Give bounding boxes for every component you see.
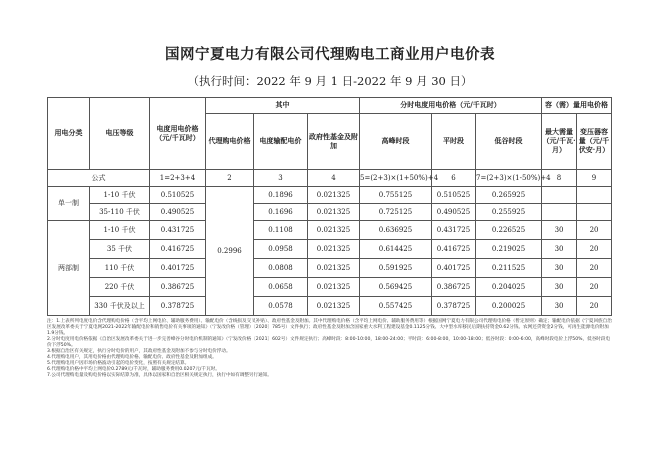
fund-cell: 0.021325: [308, 278, 360, 297]
capacity-cell: 20: [577, 278, 612, 297]
capacity-cell: 20: [577, 259, 612, 278]
peak-cell: 0.755125: [360, 187, 432, 204]
voltage-cell: 330 千伏及以上: [90, 297, 150, 316]
formula-cell: 2: [206, 170, 254, 187]
formula-label: 公式: [48, 170, 150, 187]
valley-cell: 0.211525: [476, 259, 542, 278]
capacity-cell: 20: [577, 240, 612, 259]
demand-cell: 30: [542, 278, 577, 297]
peak-cell: 0.725125: [360, 204, 432, 221]
demand-cell: 30: [542, 221, 577, 240]
table-row: [48, 240, 612, 259]
flat-cell: 0.386725: [432, 278, 476, 297]
group-label-two-part: 两部制: [48, 221, 90, 316]
formula-cell: 3: [254, 170, 308, 187]
formula-row: [48, 170, 612, 187]
demand-cell: 30: [542, 297, 577, 316]
transmission-cell: 0.1696: [254, 204, 308, 221]
flat-cell: 0.490525: [432, 204, 476, 221]
voltage-cell: 1-10 千伏: [90, 187, 150, 204]
voltage-cell: 1-10 千伏: [90, 221, 150, 240]
table-row: [48, 221, 612, 240]
page-title: 国网宁夏电力有限公司代理购电工商业用户电价表: [165, 46, 495, 63]
fund-cell: 0.021325: [308, 259, 360, 278]
price-cell: 0.386725: [150, 278, 206, 297]
price-cell: 0.378725: [150, 297, 206, 316]
formula-cell: 8: [542, 170, 577, 187]
voltage-cell: 35-110 千伏: [90, 204, 150, 221]
transmission-cell: 0.0808: [254, 259, 308, 278]
valley-cell: 0.204025: [476, 278, 542, 297]
formula-cell: 7=(2+3)×(1-50%)+4: [476, 170, 542, 187]
footnote: 4.代理购电用户，其用电价格由代理购电价格、输配电价、政府性基金及附加组成。: [47, 355, 217, 360]
header-voltage: 电压等级: [90, 98, 150, 170]
tariff-table: [47, 97, 612, 316]
transmission-cell: 0.0658: [254, 278, 308, 297]
transmission-cell: 0.1108: [254, 221, 308, 240]
peak-cell: 0.569425: [360, 278, 432, 297]
voltage-cell: 220 千伏: [90, 278, 150, 297]
voltage-cell: 35 千伏: [90, 240, 150, 259]
price-cell: 0.490525: [150, 204, 206, 221]
header-max-demand: 最大需量（元/千瓦·月）: [542, 114, 577, 170]
footnote: 3.根据自治区有关规定，执行分时电价的用户，其政府性基金及附加不参与分时电价浮动。: [47, 349, 231, 354]
price-cell: 0.431725: [150, 221, 206, 240]
header-tou: 分时电度用电价格（元/千瓦时）: [360, 98, 542, 114]
header-proxy: 代理购电价格: [206, 114, 254, 170]
formula-cell: 5=(2+3)×(1+50%)+4: [360, 170, 432, 187]
fund-cell: 0.021325: [308, 187, 360, 204]
transmission-cell: 0.0578: [254, 297, 308, 316]
formula-cell: 6: [432, 170, 476, 187]
peak-cell: 0.591925: [360, 259, 432, 278]
demand-cell: 30: [542, 259, 577, 278]
price-cell: 0.401725: [150, 259, 206, 278]
header-valley: 低谷时段: [476, 114, 542, 170]
transmission-cell: 0.1896: [254, 187, 308, 204]
peak-cell: 0.614425: [360, 240, 432, 259]
peak-cell: 0.557425: [360, 297, 432, 316]
demand-cell: 30: [542, 240, 577, 259]
capacity-cell: [577, 187, 612, 204]
flat-cell: 0.378725: [432, 297, 476, 316]
header-among: 其中: [206, 98, 360, 114]
group-label-single: 单一制: [48, 187, 90, 221]
proxy-price-cell: 0.2996: [206, 187, 254, 316]
valley-cell: 0.265925: [476, 187, 542, 204]
table-row: [48, 278, 612, 297]
header-flat: 平时段: [432, 114, 476, 170]
header-price: 电度用电价格（元/千瓦时）: [150, 98, 206, 170]
footnotes: [47, 319, 613, 379]
price-cell: 0.510525: [150, 187, 206, 204]
flat-cell: 0.431725: [432, 221, 476, 240]
valley-cell: 0.226525: [476, 221, 542, 240]
peak-cell: 0.636925: [360, 221, 432, 240]
fund-cell: 0.021325: [308, 240, 360, 259]
demand-cell: [542, 187, 577, 204]
page-subtitle: （执行时间：2022 年 9 月 1 日-2022 年 9 月 30 日）: [187, 74, 473, 88]
table-row: [48, 187, 612, 204]
capacity-cell: 20: [577, 297, 612, 316]
formula-cell: 1=2+3+4: [150, 170, 206, 187]
valley-cell: 0.200025: [476, 297, 542, 316]
voltage-cell: 110 千伏: [90, 259, 150, 278]
footnote: 注：1.上表所列电度电价含代理购电价格（含平均上网电价、辅助服务费用）、输配电价（含线损及交叉补贴）、政府性基金及附加。其中代理购电价格（含平均上网电价、辅助服务费用等）根据国网宁夏电力有限公司代理购电价格（暂定原则）确定；输配电价依据《宁夏回族自治区发展改革委关于宁夏电网2021-2022年输配电价和销售电价有关事项的通知》（宁发改价格（管理）〔2020〕785号）文件执行；政府性基金及附加含国家重大水利工程建设基金0.1125分钱、大中型水库移民后期扶持资金0.62分钱、农网还贷资金2分钱，可再生能源电价附加1.9分钱。: [47, 319, 612, 336]
header-transmission: 电度输配电价: [254, 114, 308, 170]
table-row: [48, 259, 612, 278]
fund-cell: 0.021325: [308, 297, 360, 316]
transmission-cell: 0.0958: [254, 240, 308, 259]
formula-cell: 9: [577, 170, 612, 187]
fund-cell: 0.021325: [308, 204, 360, 221]
valley-cell: 0.219025: [476, 240, 542, 259]
header-capacity: 容（需）量用电价格: [542, 98, 612, 114]
fund-cell: 0.021325: [308, 221, 360, 240]
formula-cell: 4: [308, 170, 360, 187]
footnote: 2.分时电度用电价格依据《自治区发展改革委关于进一步完善峰谷分时电价机制的通知》（宁发改价格〔2021〕602号）文件规定执行；高峰时段：8:00-10:00，18:00-24:00；平时段：6:00-8:00，10:00-18:00；低谷时段：0:00-6:00，高峰时段电价上浮50%，低谷时段电价下浮50%。: [47, 337, 611, 348]
capacity-cell: 20: [577, 221, 612, 240]
demand-cell: [542, 204, 577, 221]
valley-cell: 0.255925: [476, 204, 542, 221]
footnote: 6.代理购电价格中平均上网电价0.2789元/千瓦时，辅助服务费用0.0207元/千瓦时。: [47, 367, 220, 372]
header-gov-fund: 政府性基金及附加: [308, 114, 360, 170]
header-peak: 高峰时段: [360, 114, 432, 170]
flat-cell: 0.416725: [432, 240, 476, 259]
flat-cell: 0.510525: [432, 187, 476, 204]
table-row: [48, 204, 612, 221]
footnote: 5.代理购电用户因市场价格波动引起的电价变化，按照有关规定结算。: [47, 361, 190, 366]
price-cell: 0.416725: [150, 240, 206, 259]
flat-cell: 0.401725: [432, 259, 476, 278]
footnote: 7.公司代理购电量及购电价格以实际结算为准，具体以国家和自治区相关规定执行，执行中如有调整另行通知。: [47, 373, 272, 378]
capacity-cell: [577, 204, 612, 221]
table-row: [48, 297, 612, 316]
header-category: 用电分类: [48, 98, 90, 170]
header-transformer: 变压器容量（元/千伏安·月）: [577, 114, 612, 170]
